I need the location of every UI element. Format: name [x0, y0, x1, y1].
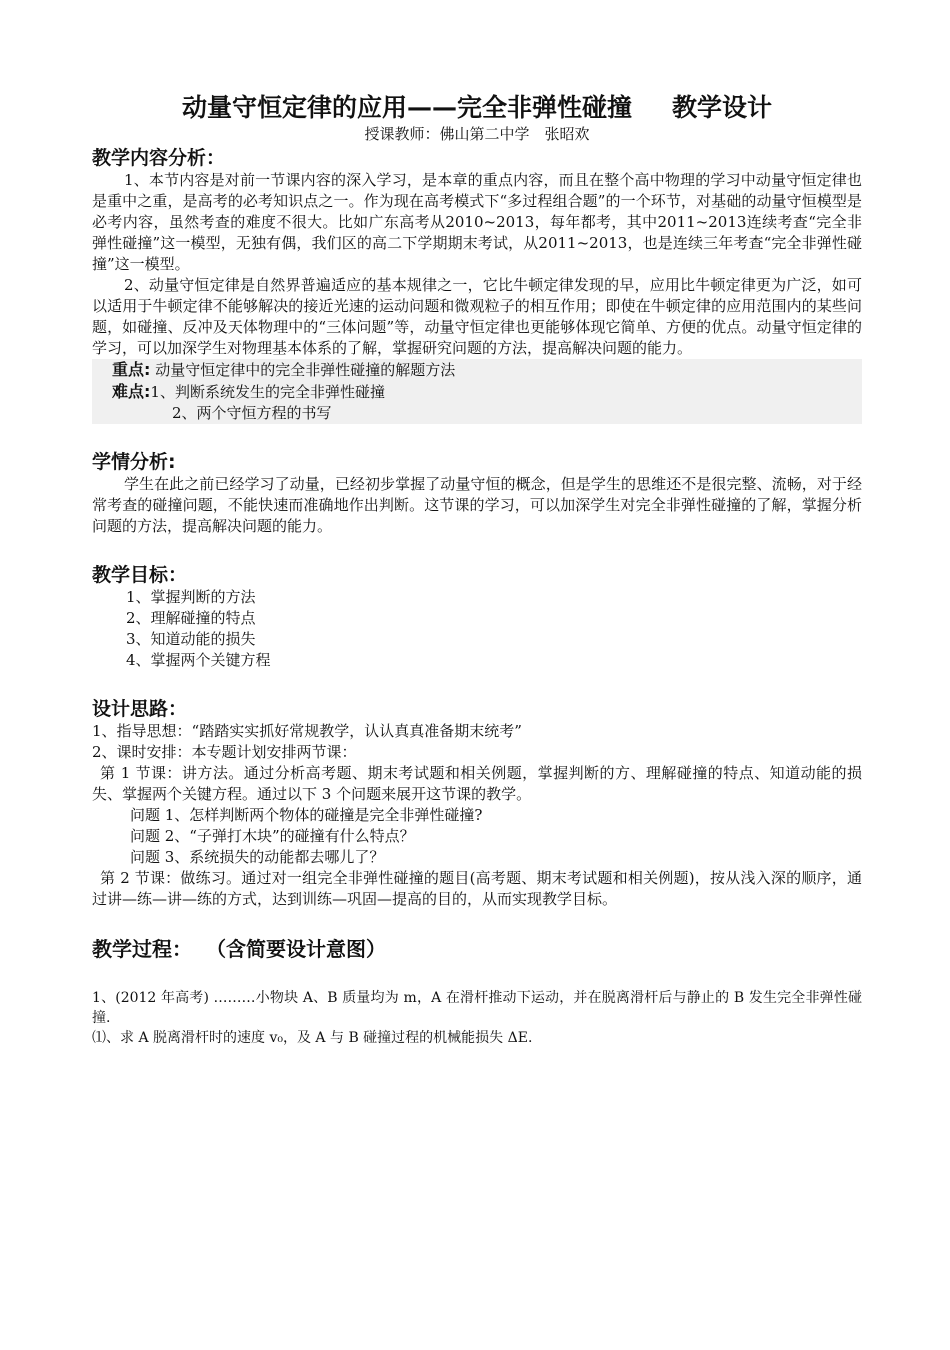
document-page: [92, 92, 862, 1048]
key-point-row: [92, 359, 862, 381]
difficulty-row: [92, 381, 862, 403]
design-heading: 设计思路：: [92, 698, 188, 720]
document-title: [92, 92, 862, 124]
question-item: 问题 2、“子弹打木块”的碰撞有什么特点？: [130, 827, 415, 845]
process-heading-text: 教学过程：: [92, 937, 192, 961]
title-suffix: 教学设计: [672, 93, 773, 122]
goal-item: 4、掌握两个关键方程: [126, 651, 271, 669]
content-analysis-p2: 2、动量守恒定律是自然界普遍适应的基本规律之一，它比牛顿定律发现的早，应用比牛顿定律更为广泛，如可以适用于牛顿定律不能够解决的接近光速的运动问题和微观粒子的相互作用；即使在牛顿定律的应用范围内的某些问题，如碰撞、反冲及天体物理中的“三体问题”等，动量守恒定律也更能够体现它简单、方便的优点。动量守恒定律的学习，可以加深学生对物理基本体系的了解，掌握研究问题的方法，提高解决问题的能力。: [92, 276, 862, 357]
key-point-label: 重点:: [112, 360, 151, 379]
goal-item: 1、掌握判断的方法: [126, 588, 256, 606]
question-item: 问题 3、系统损失的动能都去哪儿了？: [130, 848, 385, 866]
lesson-1-text: 第 1 节课：讲方法。通过分析高考题、期末考试题和相关例题，掌握判断的方、理解碰撞的特点、知道动能的损失、掌握两个关键方程。通过以下 3 个问题来展开这节课的教学。: [92, 764, 862, 803]
process-heading-note: （含简要设计意图）: [216, 937, 386, 961]
key-point-text: 动量守恒定律中的完全非弹性碰撞的解题方法: [155, 361, 456, 379]
lesson-2-text: 第 2 节课：做练习。通过对一组完全非弹性碰撞的题目(高考题、期末考试题和相关例题)，按从浅入深的顺序，通过讲—练—讲—练的方式，达到训练—巩固—提高的目的，从而实现教学目标。: [92, 869, 862, 908]
goal-item: 3、知道动能的损失: [126, 630, 256, 648]
process-heading: [92, 936, 862, 962]
content-analysis-heading: 教学内容分析：: [92, 147, 226, 169]
key-points-block: [92, 359, 862, 424]
problem-1-sub-1: ⑴、求 A 脱离滑杆时的速度 v₀，及 A 与 B 碰撞过程的机械能损失 ΔE.: [92, 1030, 533, 1046]
content-analysis-p1: 1、本节内容是对前一节课内容的深入学习，是本章的重点内容，而且在整个高中物理的学习中动量守恒定律也是重中之重，是高考的必考知识点之一。作为现在高考模式下“多过程组合题”的一个环节，对基础的动量守恒模型是必考内容，虽然考查的难度不很大。比如广东高考从2010~2013，每年都考，其中2011~2013连续考查“完全非弹性碰撞”这一模型，无独有偶，我们区的高二下学期期末考试，从2011~2013，也是连续三年考查“完全非弹性碰撞”这一模型。: [92, 171, 862, 273]
question-item: 问题 1、怎样判断两个物体的碰撞是完全非弹性碰撞?: [130, 806, 483, 824]
problem-1-text: 1、(2012 年高考) ………小物块 A、B 质量均为 m，A 在滑杆推动下运动，并在脱离滑杆后与静止的 B 发生完全非弹性碰撞.: [92, 990, 862, 1026]
design-line-1: 1、指导思想：“踏踏实实抓好常规教学，认认真真准备期末统考”: [92, 722, 522, 740]
student-analysis-heading: 学情分析:: [92, 451, 176, 473]
difficulty-2: 2、两个守恒方程的书写: [172, 404, 332, 422]
teacher-line: 授课教师：佛山第二中学 张昭欢: [364, 125, 590, 143]
difficulty-label: 难点:: [112, 382, 151, 401]
goal-item: 2、理解碰撞的特点: [126, 609, 256, 627]
student-analysis-text: 学生在此之前已经学习了动量，已经初步掌握了动量守恒的概念，但是学生的思维还不是很完整、流畅，对于经常考查的碰撞问题，不能快速而准确地作出判断。这节课的学习，可以加深学生对完全非弹性碰撞的了解，掌握分析问题的方法，提高解决问题的能力。: [92, 475, 862, 535]
design-line-2: 2、课时安排：本专题计划安排两节课：: [92, 743, 357, 761]
goals-heading: 教学目标：: [92, 564, 188, 586]
title-main: 动量守恒定律的应用——完全非弹性碰撞: [181, 93, 632, 122]
difficulty-1: 1、判断系统发生的完全非弹性碰撞: [150, 383, 385, 401]
